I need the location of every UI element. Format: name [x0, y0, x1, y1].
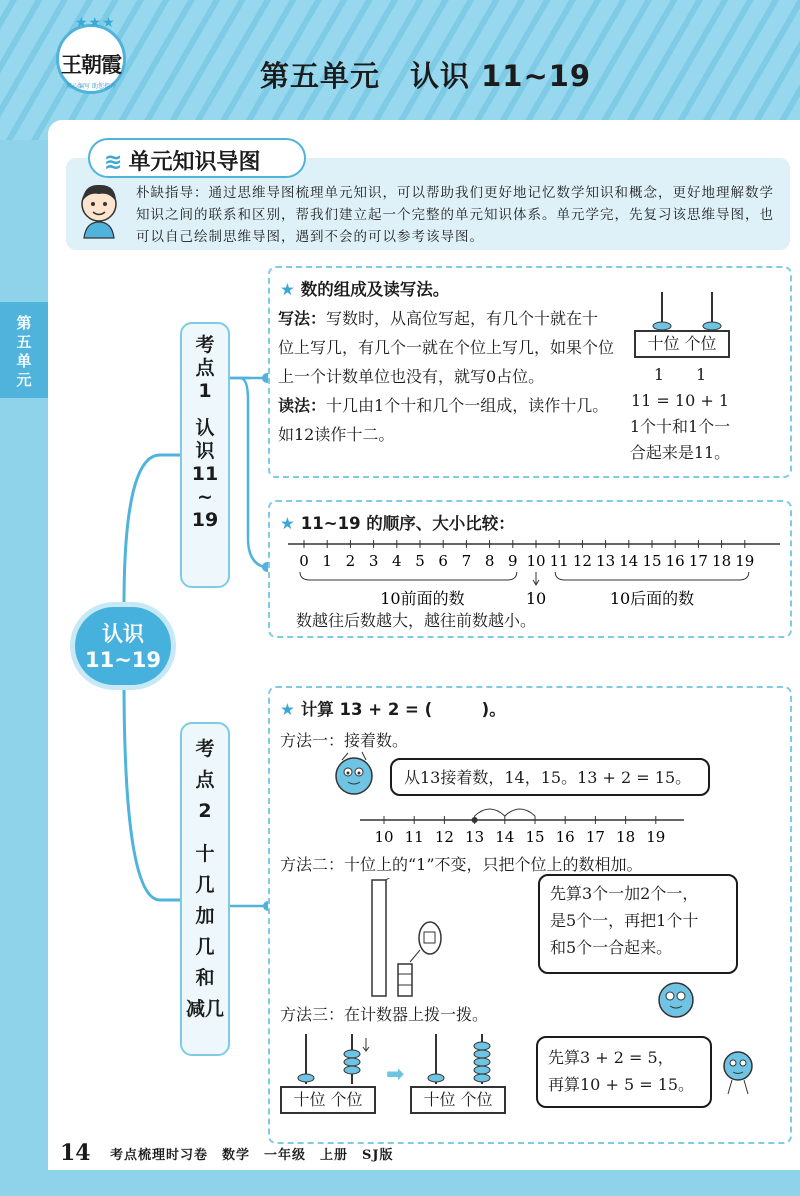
star-icon: ★	[280, 700, 295, 719]
sequence-number-line	[284, 538, 784, 612]
composition-title	[280, 276, 449, 300]
side-tab-line: 第	[16, 314, 32, 332]
kp-char: 19	[191, 509, 219, 531]
number-line-label: 13	[596, 552, 616, 570]
key-point-1-label	[180, 322, 230, 588]
counting-number-line	[358, 796, 688, 854]
method-1-bubble	[390, 758, 710, 796]
counter-before-label: 十位 个位	[280, 1086, 376, 1114]
number-line-label: 15	[642, 552, 662, 570]
method-2-bubble	[538, 874, 738, 974]
number-line-label: 18	[712, 552, 732, 570]
number-line-label: 19	[735, 552, 755, 570]
side-tab-line: 单	[16, 352, 32, 370]
kp-char: 几	[195, 936, 215, 958]
writing-rule-label: 写法：	[278, 309, 327, 328]
jump-arc	[475, 809, 505, 816]
mind-map-heading-label: 单元知识导图	[128, 150, 261, 175]
abacus-explanation	[618, 362, 742, 466]
calculation-title-text: 计算 13 + 2 = ( )。	[300, 700, 506, 719]
method-2-label: 方法二：十位上的“1”不变，只把个位上的数相加。	[280, 855, 643, 874]
number-line-label: 5	[415, 552, 425, 570]
reading-rule-label: 读法：	[278, 396, 327, 415]
sequence-note: 数越往后数越大，越往前数越小。	[296, 611, 537, 630]
counter-after-label: 十位 个位	[410, 1086, 506, 1114]
kp-char: 点	[195, 357, 215, 379]
method-3-bubble-line: 先算3 + 2 = 5，	[548, 1048, 674, 1067]
wave-icon: ≋	[104, 150, 123, 175]
abacus-digits: 1 1	[653, 365, 707, 384]
number-line-label: 14	[619, 552, 639, 570]
kp-char: 和	[195, 967, 215, 989]
number-line-label: 3	[368, 552, 379, 570]
key-point-2-label	[180, 722, 230, 1056]
count-line-label: 12	[434, 828, 454, 846]
method-3-bubble-line: 再算10 + 5 = 15。	[548, 1075, 695, 1094]
kp-char: ~	[197, 486, 213, 508]
center-topic-line: 认识	[102, 622, 144, 646]
brand-name: 王朝霞	[61, 52, 121, 77]
page-number: 14	[60, 1140, 91, 1166]
brand-logo	[56, 15, 126, 94]
count-line-label: 13	[465, 828, 485, 846]
number-line-label: 1	[322, 552, 332, 570]
count-line-label: 16	[555, 828, 575, 846]
kp-char: 减几	[185, 998, 224, 1020]
number-line-label: 12	[572, 552, 592, 570]
number-line-label: 7	[461, 552, 472, 570]
count-line-label: 11	[404, 828, 424, 846]
number-line-label: 8	[484, 552, 495, 570]
sequence-title	[280, 510, 515, 534]
kp-char: 加	[195, 905, 215, 927]
footer-text: 考点梳理时习卷 数学 一年级 上册 SJ版	[110, 1148, 394, 1163]
writing-rule-text: 写数时，从高位写起，有几个十就在十位上写几，有几个一就在个位上写几，如果个位上一个计数单位也没有，就写0占位。	[278, 309, 615, 386]
number-line-label: 2	[345, 552, 356, 570]
before-brace	[300, 572, 517, 580]
kp-char: 识	[195, 440, 215, 462]
blocks-diagram	[360, 878, 450, 998]
brand-slogan: 用心编写 助您提升	[66, 83, 116, 90]
abacus-label: 十位 个位	[647, 334, 717, 353]
side-tab-line: 五	[16, 333, 32, 351]
ball-mascot-icon	[718, 1044, 758, 1098]
before-label: 10前面的数	[380, 589, 465, 608]
jump-arc	[505, 809, 535, 816]
star-icon: ★	[280, 280, 295, 299]
crown-icon: ★★★	[75, 15, 116, 31]
after-label: 10后面的数	[609, 589, 695, 608]
side-tab-line: 元	[16, 371, 32, 389]
unit-title: 第五单元 认识 11~19	[260, 59, 592, 93]
student-avatar-icon	[74, 180, 124, 240]
arrow-right-icon: ➡	[386, 1062, 405, 1087]
kp-char: 点	[195, 769, 215, 791]
kp-char: 考	[195, 738, 215, 760]
number-line-label: 9	[508, 552, 518, 570]
count-line-label: 15	[525, 828, 545, 846]
count-line-label: 17	[585, 828, 605, 846]
kp-char: 几	[195, 874, 215, 896]
center-topic-node	[70, 602, 176, 690]
calculation-box	[268, 686, 792, 1144]
start-dot	[472, 817, 478, 823]
count-line-label: 14	[495, 828, 515, 846]
number-line-label: 4	[392, 552, 402, 570]
number-line-label: 17	[688, 552, 708, 570]
count-line-label: 18	[616, 828, 636, 846]
ball-mascot-icon	[328, 750, 380, 800]
kp-char: 1	[198, 380, 212, 402]
sequence-title-text: 11~19 的顺序、大小比较：	[300, 514, 515, 533]
kp-char: 2	[198, 800, 212, 822]
method-2-bubble-line: 和5个一合起来。	[550, 938, 673, 957]
method-1-label: 方法一：接着数。	[280, 731, 409, 750]
star-icon: ★	[280, 514, 295, 533]
composition-title-text: 数的组成及读写法。	[300, 280, 450, 299]
ball-mascot-icon	[650, 974, 702, 1024]
middle-label: 10	[525, 589, 547, 608]
abacus-explain: 合起来是11。	[629, 443, 731, 462]
writing-rule	[278, 304, 614, 449]
kp-char: 考	[195, 334, 215, 356]
side-unit-tab	[0, 302, 48, 398]
number-line-label: 0	[299, 552, 309, 570]
number-line-label: 11	[549, 552, 569, 570]
guide-text: 朴缺指导：通过思维导图梳理单元知识，可以帮助我们更好地记忆数学知识和概念，更好地理解数学知识之间的联系和区别，帮我们建立起一个完整的单元知识体系。单元学完，先复习该思维导图，也可以自己绘制思维导图，遇到不会的可以参考该导图。	[136, 185, 774, 245]
mind-map-heading	[88, 138, 306, 178]
abacus-label-frame	[634, 330, 730, 358]
method-3-label: 方法三：在计数器上拨一拨。	[280, 1005, 489, 1024]
method-2-bubble-line: 先算3个一加2个一，	[550, 884, 699, 903]
number-line-label: 16	[665, 552, 685, 570]
count-line-label: 10	[374, 828, 394, 846]
reading-rule-text: 十几由1个十和几个一组成，读作十几。如12读作十二。	[278, 396, 609, 444]
number-line-label: 10	[526, 552, 546, 570]
method-3-bubble	[536, 1036, 712, 1108]
abacus-explain: 1个十和1个一	[629, 417, 731, 436]
abacus-equation: 11 = 10 + 1	[630, 391, 730, 410]
number-line-label: 6	[438, 552, 448, 570]
sequence-box	[268, 500, 792, 638]
method-2-bubble-line: 是5个一，再把1个十	[550, 911, 699, 930]
after-brace	[555, 572, 749, 580]
kp-char: 十	[195, 843, 215, 865]
center-topic-line: 11~19	[84, 648, 162, 672]
kp-char: 11	[191, 463, 219, 485]
composition-box	[268, 266, 792, 478]
count-line-label: 19	[646, 828, 666, 846]
kp-char: 认	[195, 417, 215, 439]
calculation-title	[280, 696, 506, 720]
method-1-bubble-text: 从13接着数，14，15。13 + 2 = 15。	[404, 768, 692, 787]
